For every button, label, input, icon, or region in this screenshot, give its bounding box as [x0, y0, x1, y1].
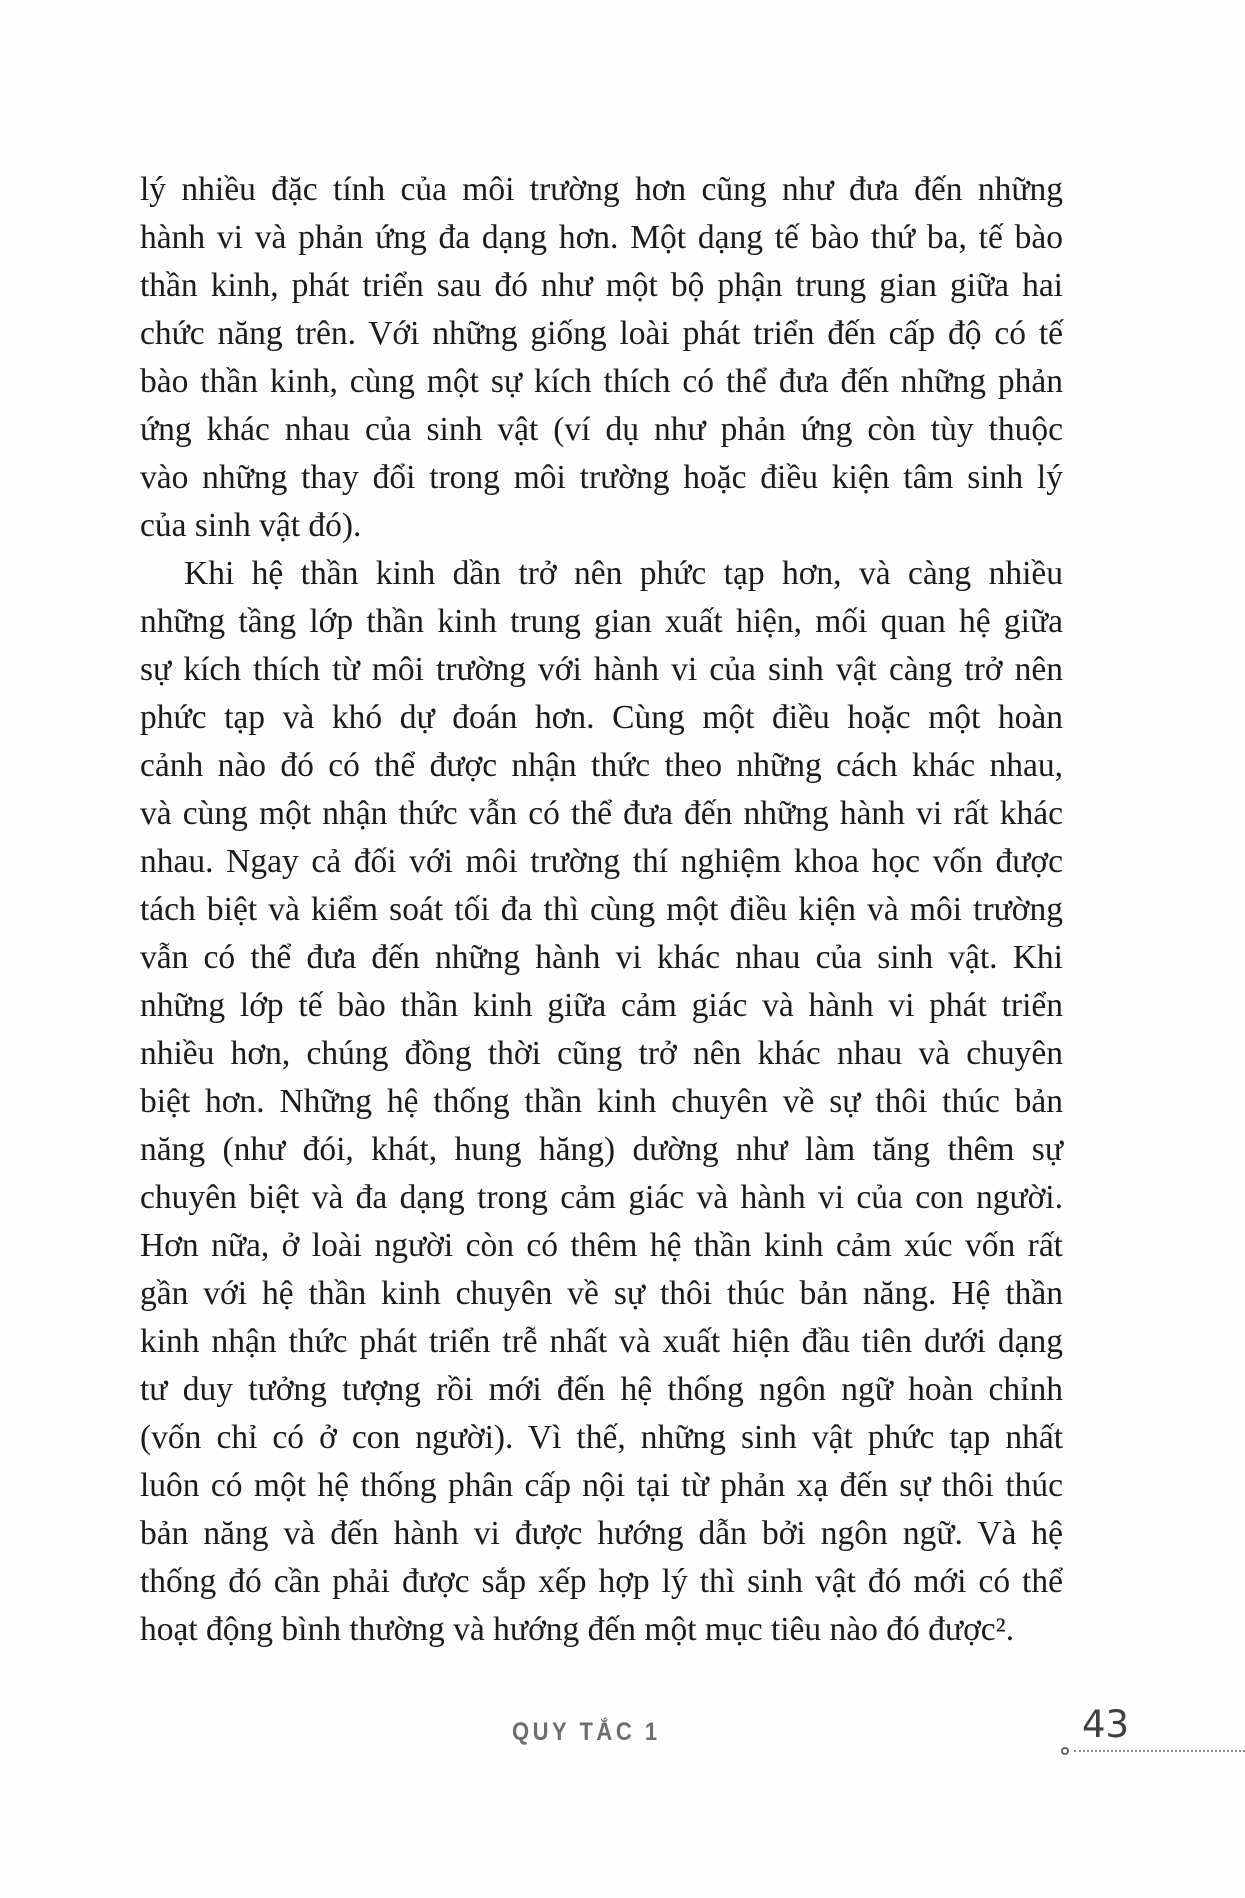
text-line: phức tạp và khó dự đoán hơn. Cùng một điều hoặc một hoàn: [140, 699, 1063, 736]
text-line: (vốn chỉ có ở con người). Vì thế, những sinh vật phức tạp nhất: [140, 1419, 1063, 1456]
dotted-line: [1074, 1750, 1245, 1752]
text-line: lý nhiều đặc tính của môi trường hơn cũng như đưa đến những: [140, 171, 1063, 208]
paragraph: [140, 550, 1063, 1654]
text-line: Hơn nữa, ở loài người còn có thêm hệ thần kinh cảm xúc vốn rất: [140, 1227, 1063, 1264]
paragraph: [140, 166, 1063, 550]
text-line: sự kích thích từ môi trường với hành vi của sinh vật càng trở nên: [140, 651, 1063, 688]
text-line: Khi hệ thần kinh dần trở nên phức tạp hơn, và càng nhiều: [184, 555, 1063, 592]
text-line: nhiều hơn, chúng đồng thời cũng trở nên khác nhau và chuyên: [140, 1035, 1063, 1072]
text-line: vẫn có thể đưa đến những hành vi khác nhau của sinh vật. Khi: [140, 939, 1063, 976]
text-line: nhau. Ngay cả đối với môi trường thí nghiệm khoa học vốn được: [140, 843, 1063, 880]
text-line: những lớp tế bào thần kinh giữa cảm giác và hành vi phát triển: [140, 987, 1063, 1024]
text-line: hoạt động bình thường và hướng đến một mục tiêu nào đó được².: [140, 1611, 1015, 1648]
text-line: của sinh vật đó).: [140, 507, 362, 544]
text-line: ứng khác nhau của sinh vật (ví dụ như phản ứng còn tùy thuộc: [140, 411, 1063, 448]
text-line: thần kinh, phát triển sau đó như một bộ phận trung gian giữa hai: [140, 267, 1063, 304]
text-line: năng (như đói, khát, hung hăng) dường như làm tăng thêm sự: [140, 1131, 1063, 1168]
text-line: kinh nhận thức phát triển trễ nhất và xuất hiện đầu tiên dưới dạng: [140, 1323, 1063, 1360]
footer-section-label: QUY TẮC 1: [512, 1718, 661, 1746]
text-line: chuyên biệt và đa dạng trong cảm giác và hành vi của con người.: [140, 1179, 1063, 1216]
text-line: bản năng và đến hành vi được hướng dẫn bởi ngôn ngữ. Và hệ: [140, 1515, 1063, 1552]
body-text: [140, 166, 1063, 1654]
text-line: tư duy tưởng tượng rồi mới đến hệ thống ngôn ngữ hoàn chỉnh: [140, 1371, 1063, 1408]
text-line: luôn có một hệ thống phân cấp nội tại từ phản xạ đến sự thôi thúc: [140, 1467, 1063, 1504]
text-line: thống đó cần phải được sắp xếp hợp lý thì sinh vật đó mới có thể: [140, 1563, 1063, 1600]
text-line: tách biệt và kiểm soát tối đa thì cùng một điều kiện và môi trường: [140, 891, 1063, 928]
text-line: chức năng trên. Với những giống loài phát triển đến cấp độ có tế: [140, 315, 1063, 352]
text-line: hành vi và phản ứng đa dạng hơn. Một dạng tế bào thứ ba, tế bào: [140, 219, 1063, 256]
text-line: và cùng một nhận thức vẫn có thể đưa đến những hành vi rất khác: [140, 795, 1063, 832]
text-line: vào những thay đổi trong môi trường hoặc điều kiện tâm sinh lý: [140, 459, 1063, 496]
circle-ornament: [1061, 1747, 1069, 1755]
page-number: 43: [1082, 1703, 1130, 1746]
text-line: biệt hơn. Những hệ thống thần kinh chuyên về sự thôi thúc bản: [140, 1083, 1063, 1120]
text-line: những tầng lớp thần kinh trung gian xuất hiện, mối quan hệ giữa: [140, 603, 1063, 640]
text-line: cảnh nào đó có thể được nhận thức theo những cách khác nhau,: [140, 747, 1063, 784]
text-line: gần với hệ thần kinh chuyên về sự thôi thúc bản năng. Hệ thần: [140, 1275, 1063, 1312]
text-line: bào thần kinh, cùng một sự kích thích có thể đưa đến những phản: [140, 363, 1063, 400]
